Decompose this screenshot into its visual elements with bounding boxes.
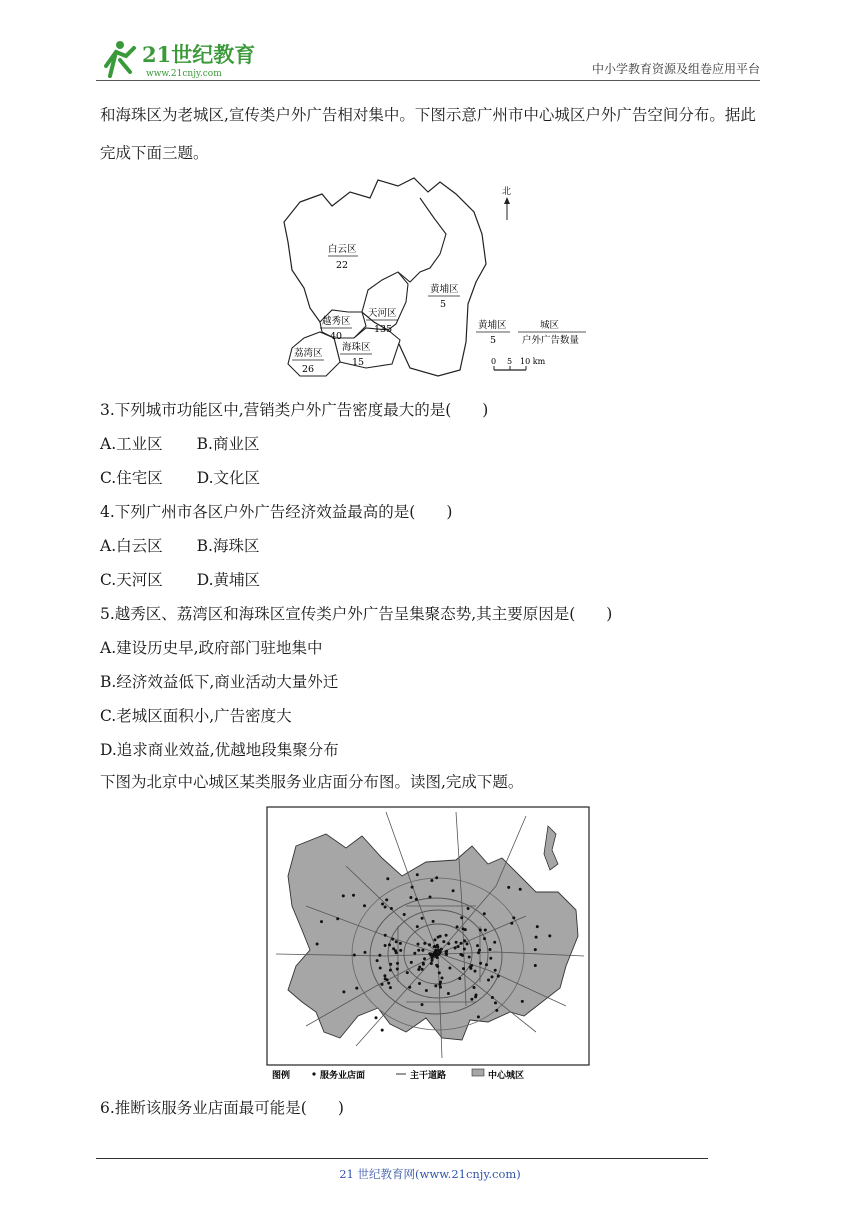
intro2-paragraph: 下图为北京中心城区某类服务业店面分布图。读图,完成下题。 [100,773,524,791]
store-dot [469,966,472,969]
store-dot [363,904,366,907]
legend-district: 黄埔区 [478,320,507,331]
q3-option-a[interactable]: A.工业区 [100,435,163,453]
district-yuexiu: 越秀区 [322,316,351,327]
store-dot [381,983,384,986]
store-dot [494,1001,497,1004]
q4-option-c[interactable]: C.天河区 [100,571,163,589]
q4-option-b[interactable]: B.海珠区 [196,537,260,555]
store-dot [512,916,515,919]
store-dot [395,951,398,954]
store-dot [386,877,389,880]
footer-divider [96,1158,708,1159]
legend-title: 图例 [272,1071,291,1081]
scale-label-0: 0 [491,357,497,366]
store-dot [421,949,424,952]
store-dot [535,936,538,939]
district-haizhu-value: 15 [352,357,365,368]
store-dot [389,969,392,972]
store-dot [421,1003,424,1006]
store-dot [485,963,488,966]
store-dot [433,945,436,948]
store-dot [494,969,497,972]
logo-url: www.21cnjy.com [146,69,222,79]
store-dot [435,876,438,879]
store-dot [457,945,460,948]
store-dot [452,889,455,892]
store-dot [463,948,466,951]
store-dot [381,1029,384,1032]
scale-label-10: 10 km [520,357,546,366]
store-dot [548,934,551,937]
store-dot [456,925,459,928]
store-dot [355,987,358,990]
store-dot [474,970,477,973]
store-dot [447,992,450,995]
store-dot [434,938,437,941]
store-dot [353,954,356,957]
store-dot [462,967,465,970]
store-dot [458,977,461,980]
store-dot [416,873,419,876]
store-dot [416,925,419,928]
store-dot [423,942,426,945]
store-dot [384,906,387,909]
store-dot [448,967,451,970]
legend-store: 服务业店面 [320,1071,366,1081]
store-dot [489,948,492,951]
store-dot [447,942,450,945]
store-dot [470,998,473,1001]
store-dot [536,925,539,928]
store-dot [389,986,392,989]
store-dot [483,912,486,915]
store-dot [386,978,389,981]
north-label: 北 [502,187,512,197]
store-dot [484,929,487,932]
store-dot [507,886,510,889]
store-dot [422,963,425,966]
district-huangpu: 黄埔区 [430,284,459,295]
store-dot [439,986,442,989]
store-dot [534,948,537,951]
legend-area-icon [472,1069,484,1076]
store-dot [441,977,444,980]
store-dot [483,937,486,940]
store-dot [390,907,393,910]
store-dot [460,942,463,945]
district-haizhu: 海珠区 [342,342,371,353]
header-divider [96,80,760,81]
store-dot [418,966,421,969]
store-dot [467,907,470,910]
district-baiyun-value: 22 [336,260,349,271]
store-dot [521,1000,524,1003]
store-dot [389,963,392,966]
district-liwan-value: 26 [302,364,315,375]
store-dot [364,951,367,954]
q3-option-c[interactable]: C.住宅区 [100,469,163,487]
store-dot [376,959,379,962]
store-dot [342,894,345,897]
store-dot [487,979,490,982]
store-dot [495,1009,498,1012]
store-dot [460,916,463,919]
q3-option-d[interactable]: D.文化区 [196,469,261,487]
q3-option-b[interactable]: B.商业区 [196,435,260,453]
store-dot [352,894,355,897]
intro-paragraph: 和海珠区为老城区,宣传类户外广告相对集中。下图示意广州市中心城区户外广告空间分布。据此完成下面三题。 [100,106,756,162]
legend-store-icon [312,1072,315,1075]
logo-text: 21世纪教育 [142,42,256,67]
store-dot [421,917,424,920]
store-dot [430,879,433,882]
legend-header-count: 户外广告数量 [522,335,580,346]
store-dot [425,989,428,992]
q3-options-cd [100,466,260,488]
store-dot [391,938,394,941]
store-dot [375,1016,378,1019]
store-dot [379,967,382,970]
q6-stem: 6.推断该服务业店面最可能是( ) [100,1099,344,1117]
store-dot [388,943,391,946]
store-dot [381,903,384,906]
q4-option-d[interactable]: D.黄埔区 [196,571,261,589]
store-dot [497,975,500,978]
store-dot [403,913,406,916]
legend-road: 主干道路 [410,1071,447,1081]
store-dot [421,968,424,971]
store-dot [431,959,434,962]
store-dot [437,949,440,952]
store-dot [434,984,437,987]
district-liwan: 荔湾区 [294,348,323,359]
store-dot [417,949,420,952]
store-dot [406,971,409,974]
store-dot [432,920,435,923]
store-dot [430,962,433,965]
store-dot [519,888,522,891]
q4-options-cd [100,568,260,590]
store-dot [440,948,443,951]
store-dot [387,982,390,985]
store-dot [392,947,395,950]
store-dot [466,942,469,945]
site-logo [96,36,256,80]
store-dot [491,996,494,999]
legend-district-value: 5 [490,335,497,346]
store-dot [534,964,537,967]
store-dot [320,920,323,923]
store-dot [477,1015,480,1018]
store-dot [442,940,445,943]
q4-options-ab [100,534,259,556]
store-dot [489,957,492,960]
store-dot [438,971,441,974]
store-dot [479,929,482,932]
q5-stem: 5.越秀区、荔湾区和海珠区宣传类户外广告呈集聚态势,其主要原因是( ) [100,605,613,623]
store-dot [445,951,448,954]
north-arrow-icon [504,197,510,204]
store-dot [383,974,386,977]
district-yuexiu-value: 40 [330,331,343,342]
q5-option-a[interactable]: A.建设历史早,政府部门驻地集中 [100,639,323,657]
store-dot [423,957,426,960]
store-dot [409,896,412,899]
store-dot [477,951,480,954]
footer-text[interactable]: 21 世纪教育网(www.21cnjy.com) [339,1167,521,1181]
store-dot [493,941,496,944]
q5-option-c[interactable]: C.老城区面积小,广告密度大 [100,707,292,725]
store-dot [413,952,416,955]
q5-option-d[interactable]: D.追求商业效益,优越地段集聚分布 [100,741,339,759]
store-dot [316,943,319,946]
q4-stem: 4.下列广州市各区户外广告经济效益最高的是( ) [100,503,453,521]
store-dot [435,964,438,967]
store-dot [510,922,513,925]
q3-stem: 3.下列城市功能区中,营销类户外广告密度最大的是( ) [100,401,489,419]
store-dot [437,953,440,956]
scale-label-5: 5 [507,357,513,366]
district-tianhe: 天河区 [368,308,397,319]
store-dot [461,954,464,957]
store-dot [429,896,432,899]
store-dot [478,949,481,952]
store-dot [378,954,381,957]
store-dot [415,898,418,901]
store-dot [491,975,494,978]
store-dot [385,898,388,901]
legend-area: 中心城区 [488,1071,525,1081]
store-dot [462,927,465,930]
store-dot [436,956,439,959]
store-dot [384,944,387,947]
district-tianhe-value: 135 [374,324,393,335]
store-dot [436,946,439,949]
beijing-map [266,806,592,1082]
header-tagline: 中小学教育资源及组卷应用平台 [591,62,760,76]
store-dot [476,944,479,947]
store-dot [430,953,433,956]
store-dot [463,939,466,942]
district-baiyun: 白云区 [328,244,357,255]
store-dot [454,947,457,950]
store-dot [417,943,420,946]
q5-option-b[interactable]: B.经济效益低下,商业活动大量外迁 [100,673,339,691]
store-dot [418,982,421,985]
store-dot [438,983,441,986]
store-dot [396,962,399,965]
store-dot [468,956,471,959]
q3-options-ab [100,432,259,454]
store-dot [408,986,411,989]
q4-option-a[interactable]: A.白云区 [100,537,163,555]
legend-header-district: 城区 [540,320,560,331]
store-dot [445,934,448,937]
store-dot [399,949,402,952]
store-dot [395,940,398,943]
store-dot [336,917,339,920]
store-dot [455,941,458,944]
store-dot [475,994,478,997]
store-dot [428,943,431,946]
store-dot [399,942,402,945]
store-dot [342,990,345,993]
district-huangpu-value: 5 [440,299,447,310]
store-dot [410,961,413,964]
guangzhou-map [270,172,600,386]
store-dot [437,936,440,939]
store-dot [473,986,476,989]
store-dot [411,886,414,889]
store-dot [479,962,482,965]
store-dot [384,934,387,937]
store-dot [396,968,399,971]
